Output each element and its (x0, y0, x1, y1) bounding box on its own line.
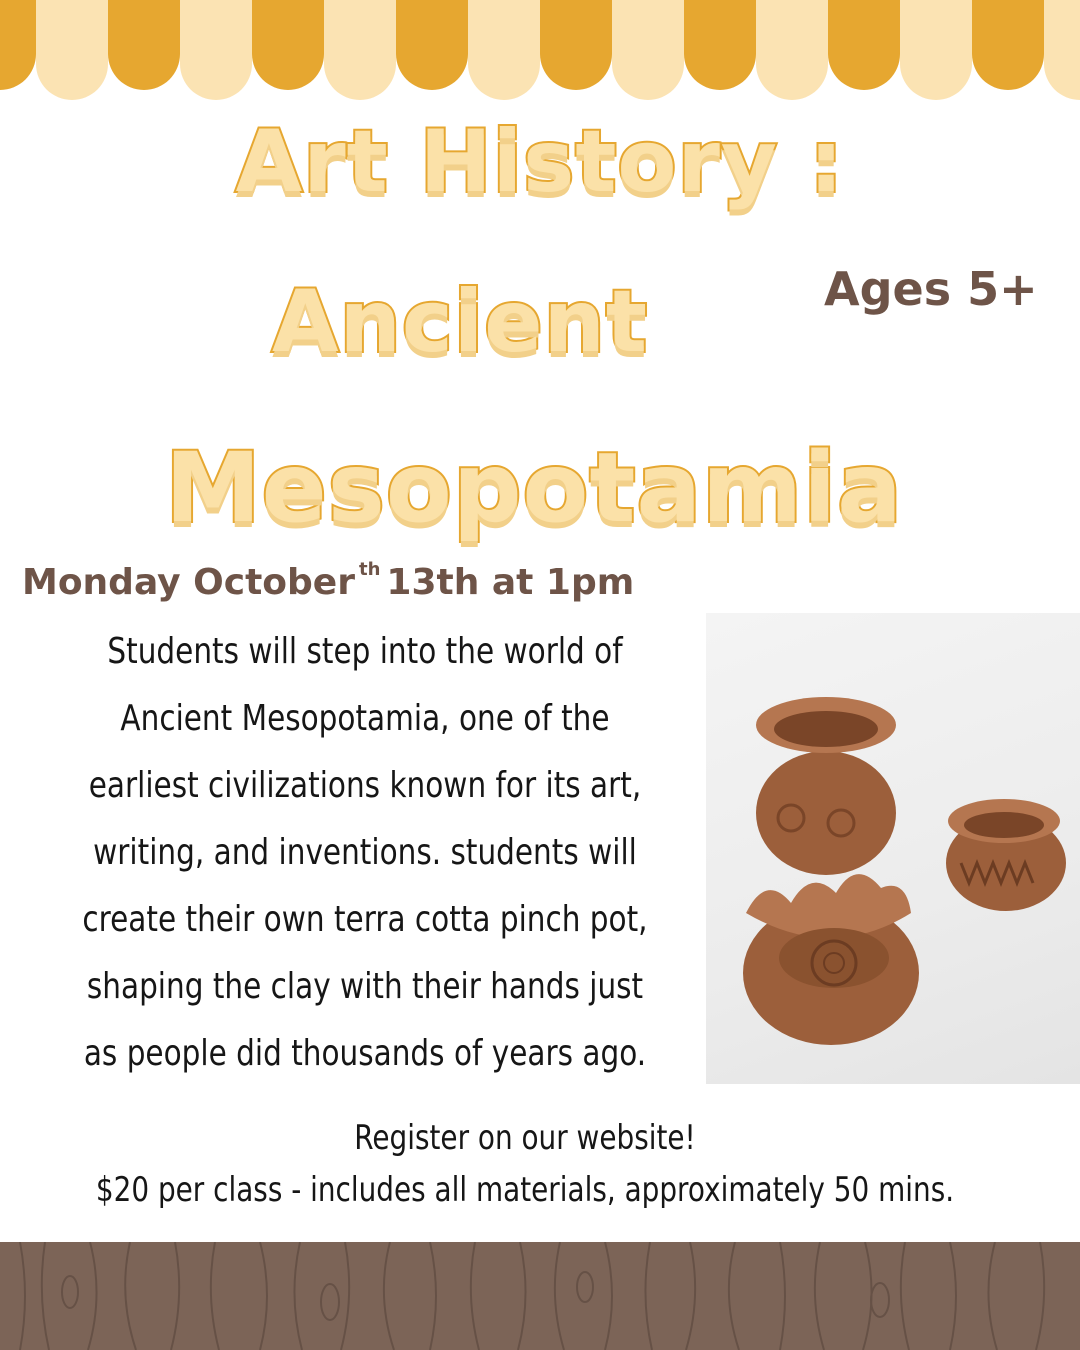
awning-scallops (0, 0, 1080, 110)
terra-cotta-pots-illustration (706, 613, 1080, 1084)
register-prompt: Register on our website! (354, 1118, 696, 1158)
title-line-3: Mesopotamia (165, 432, 903, 544)
event-day-time: 13th at 1pm (386, 562, 635, 603)
wood-grain-footer (0, 1242, 1080, 1350)
awning-stripes (0, 0, 1080, 100)
pinch-pots-photo (706, 613, 1080, 1084)
price-details: $20 per class - includes all materials, approximately 50 mins. (95, 1170, 955, 1210)
wood-grain-pattern (0, 1242, 1080, 1350)
age-range-label: Ages 5+ (824, 262, 1038, 316)
pot-scalloped (743, 874, 919, 1045)
class-description: Students will step into the world of Ancient Mesopotamia, one of the earliest civilizations known for its art, writing, and inventions. students will create their own terra cotta pinch pot, shaping the clay with their hands just as people did thousands of years ago. (82, 631, 648, 1074)
ordinal-superscript: th (358, 559, 381, 580)
title-line-2: Ancient (272, 272, 648, 372)
event-day-month: Monday October (22, 562, 355, 603)
event-date (22, 559, 635, 603)
pot-small (946, 799, 1066, 911)
awning-banner (0, 0, 1080, 110)
pot-large (756, 697, 896, 875)
title-line-1: Art History : (235, 112, 845, 212)
registration-info (95, 1112, 956, 1216)
